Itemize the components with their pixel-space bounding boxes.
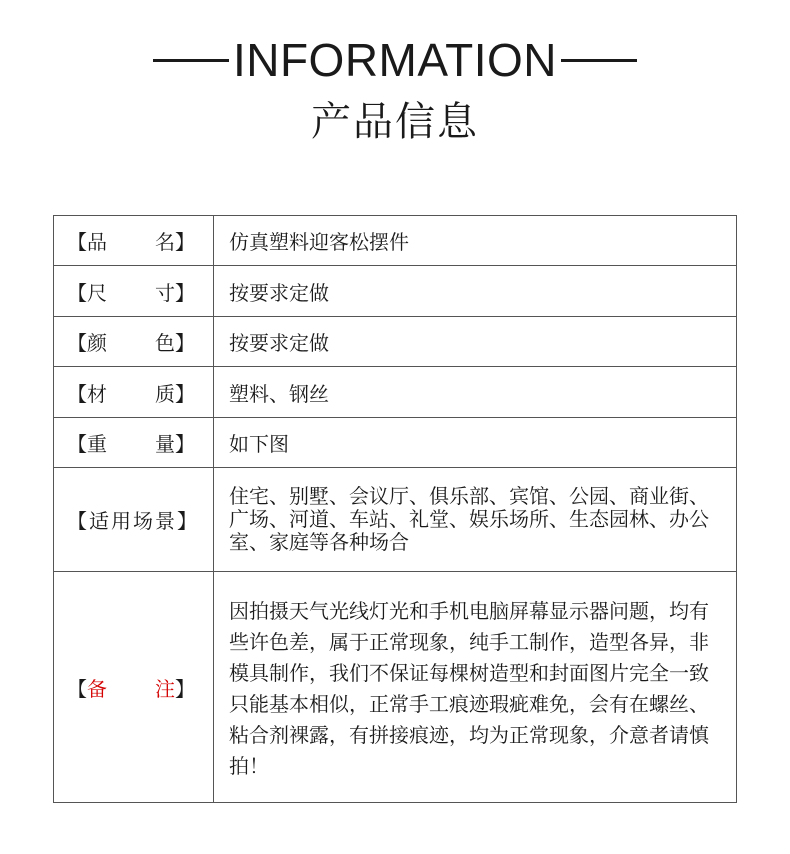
- table-row-note: [54, 572, 737, 803]
- label-cell: [54, 418, 214, 468]
- english-title-row: [0, 30, 790, 90]
- value-cell: 按要求定做: [214, 266, 737, 317]
- value-cell: 塑料、钢丝: [214, 367, 737, 418]
- table-row-weight: [54, 418, 737, 468]
- table-row-color: [54, 317, 737, 367]
- value-cell: 按要求定做: [214, 317, 737, 367]
- label-cell: [54, 216, 214, 266]
- table-row-material: [54, 367, 737, 418]
- label-left: 【材: [67, 381, 107, 406]
- product-info-table: [53, 215, 737, 803]
- value-cell: 因拍摄天气光线灯光和手机电脑屏幕显示器问题，均有些许色差，属于正常现象，纯手工制作，造型各异，非模具制作，我们不保证每棵树造型和封面图片完全一致只能基本相似，正常手工痕迹瑕疵难免，会有在螺丝、粘合剂裸露，有拼接痕迹，均为正常现象，介意者请慎拍！: [214, 572, 737, 803]
- label-left: 备: [87, 676, 107, 701]
- header: [0, 30, 790, 152]
- label-scenes: 【适用场景】: [67, 509, 199, 533]
- label-left: 【品: [67, 230, 107, 254]
- right-dash-line: [561, 59, 637, 62]
- table-row-scenes: [54, 468, 737, 572]
- label-right: 注: [155, 676, 175, 701]
- english-title: INFORMATION: [232, 34, 558, 86]
- label-cell: [54, 266, 214, 317]
- label-right: 色】: [155, 331, 195, 355]
- label-left: 【颜: [67, 331, 107, 355]
- chinese-title: 产品信息: [311, 99, 479, 145]
- value-cell: 如下图: [214, 418, 737, 468]
- label-right: 名】: [155, 230, 195, 254]
- table-row-name: [54, 216, 737, 266]
- label-right: 量】: [155, 432, 195, 456]
- label-bracket-close: 】: [175, 676, 195, 701]
- table-row-size: [54, 266, 737, 317]
- label-right: 寸】: [155, 280, 195, 305]
- value-cell: 仿真塑料迎客松摆件: [214, 216, 737, 266]
- label-right: 质】: [155, 381, 195, 406]
- label-cell: [54, 367, 214, 418]
- label-bracket-open: 【: [67, 676, 87, 701]
- label-cell: [54, 468, 214, 572]
- label-cell: [54, 572, 214, 803]
- value-cell: 住宅、别墅、会议厅、俱乐部、宾馆、公园、商业街、广场、河道、车站、礼堂、娱乐场所、生态园林、办公室、家庭等各种场合: [214, 468, 737, 572]
- left-dash-line: [153, 59, 229, 62]
- label-cell: [54, 317, 214, 367]
- label-left: 【重: [67, 432, 107, 456]
- label-left: 【尺: [67, 280, 107, 305]
